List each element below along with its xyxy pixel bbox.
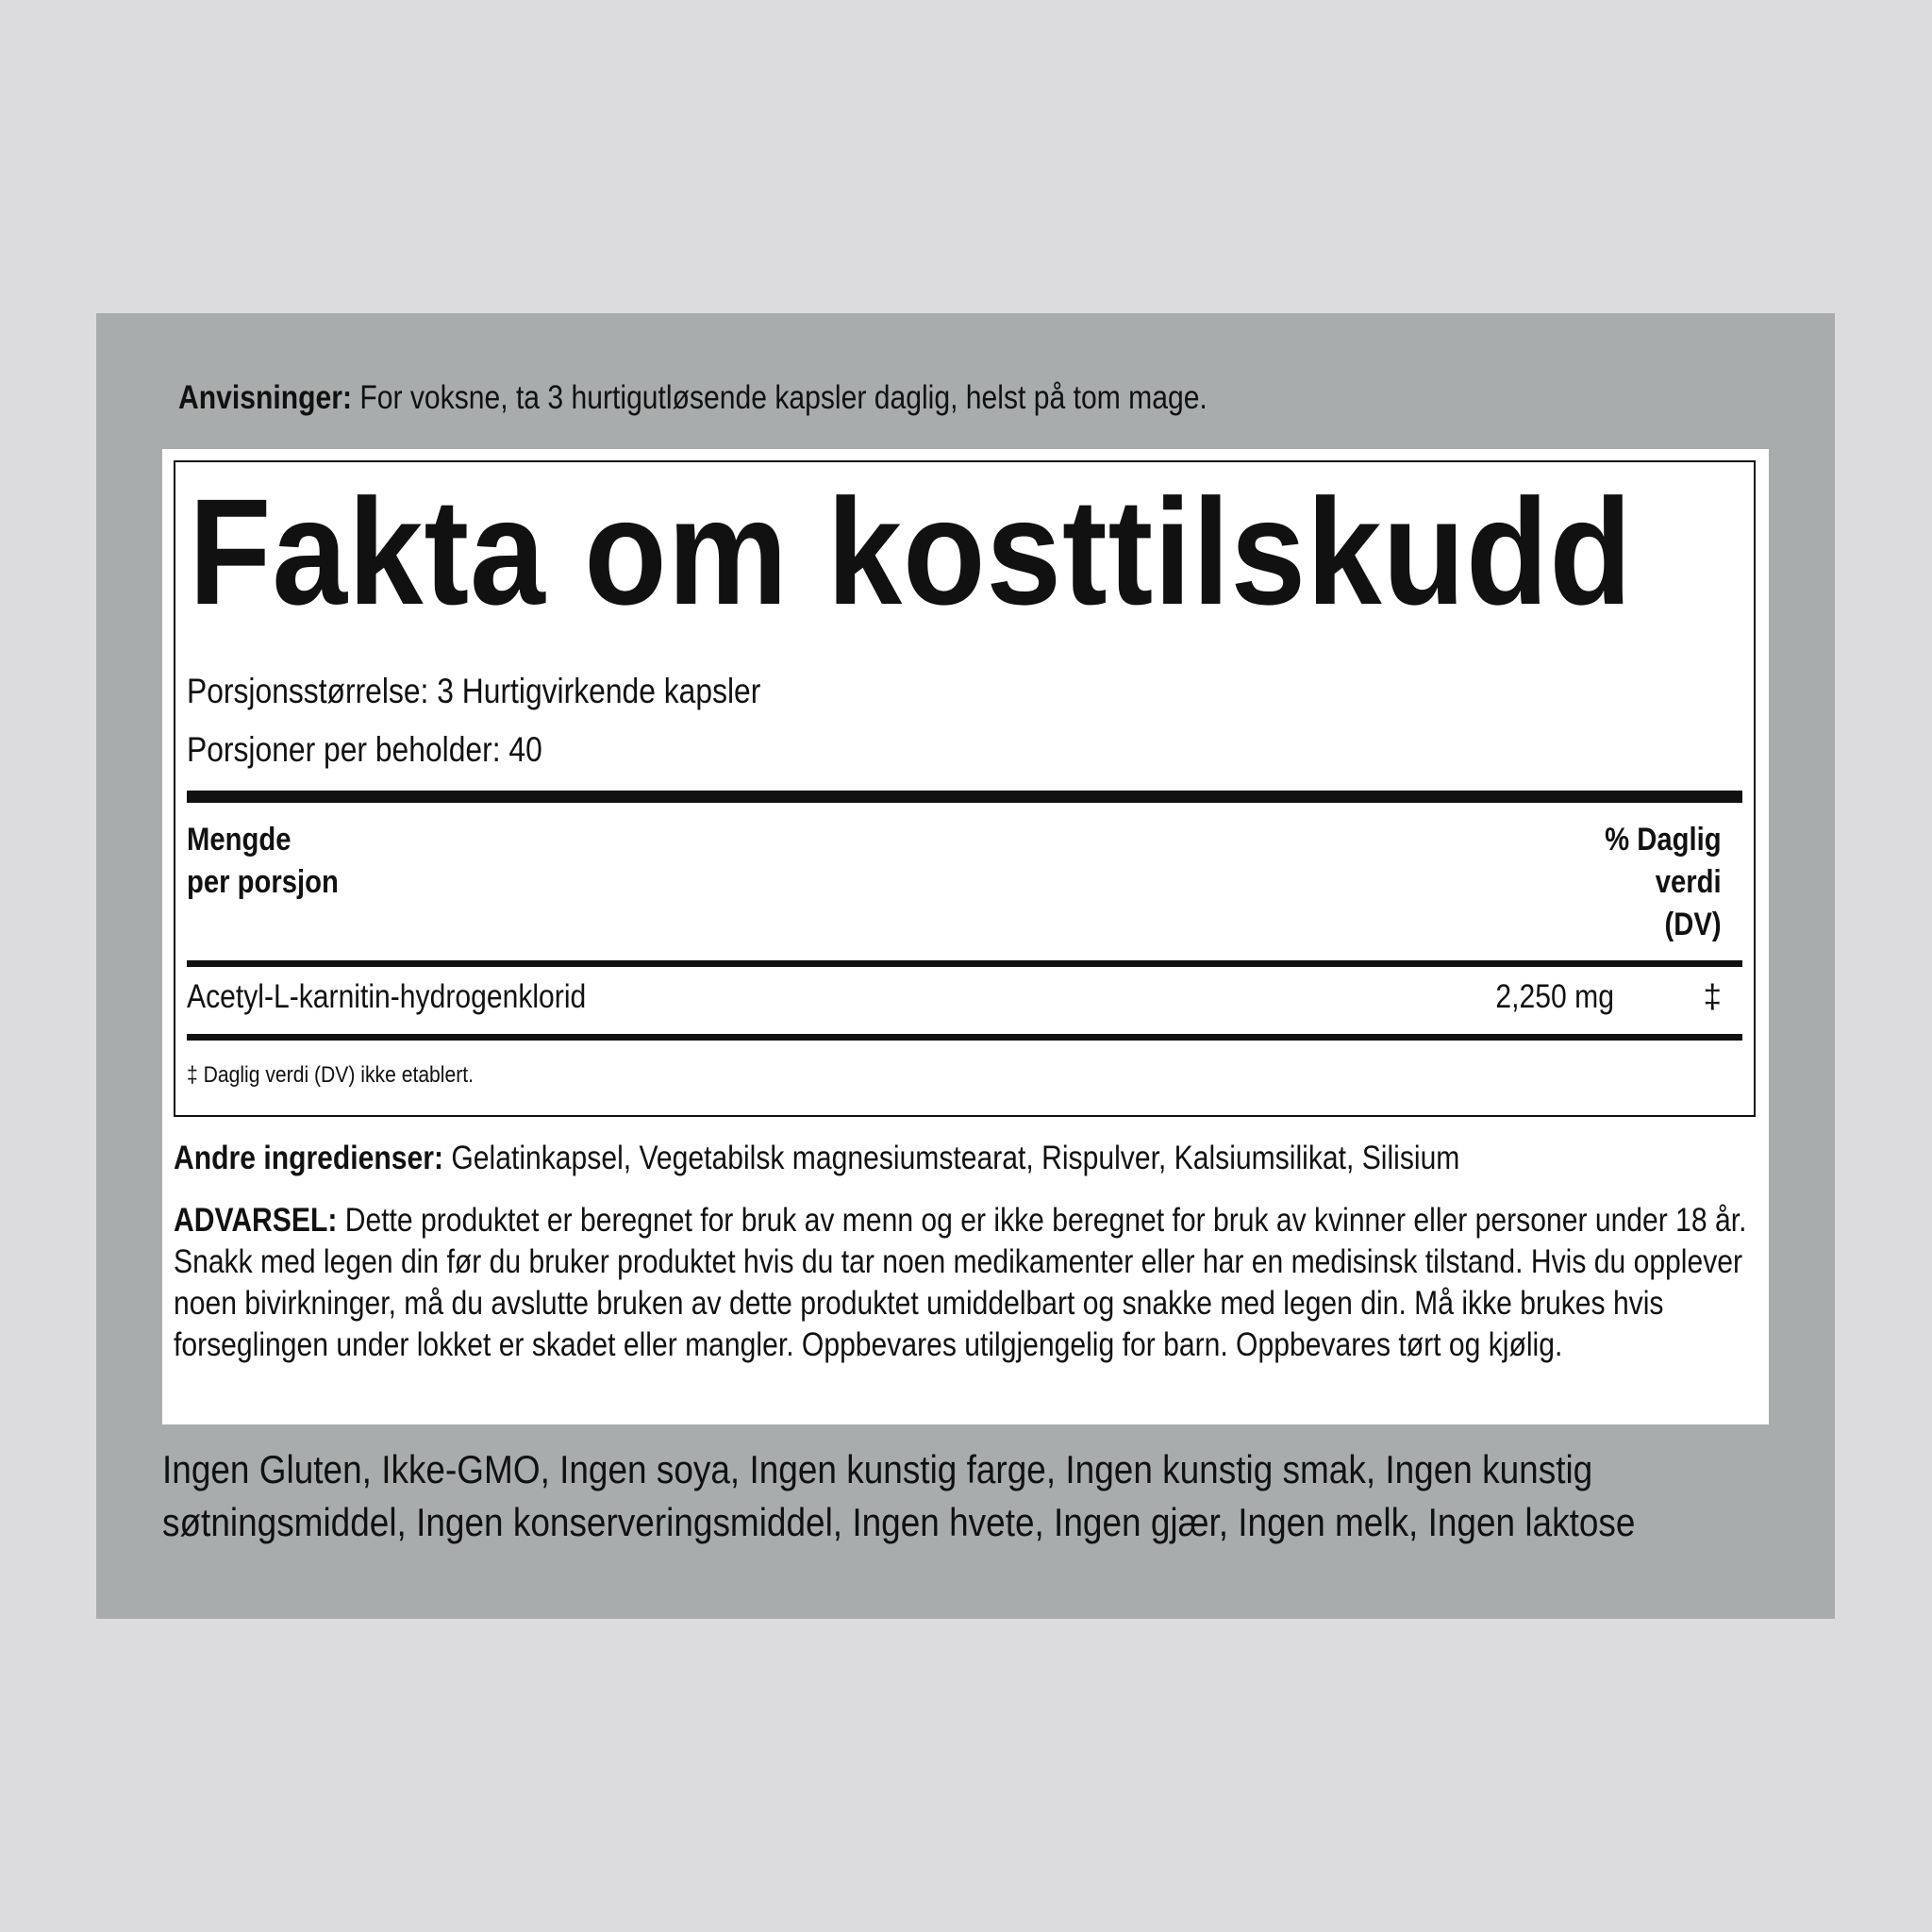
warning-text [174,1200,1750,1366]
daily-value-header [1606,819,1722,946]
other-ingredients-label: Andre ingredienser: [174,1140,444,1176]
dv-footnote: ‡ Daglig verdi (DV) ikke etablert. [187,1062,475,1088]
warning-body: Dette produktet er beregnet for bruk av menn og er ikke beregnet for bruk av kvinner eller personer under 18 år. Snakk med legen din før du bruker produktet hvis du tar noen medikamenter eller har en medisinsk tilstand. Hvis du opplever noen bivirkninger, må du avslutte bruken av dette produktet umiddelbart og snakke med legen din. Må ikke brukes hvis forseglingen under lokket er skadet eller mangler. Oppbevares utilgjengelig for barn. Oppbevares tørt og kjølig. [174,1202,1747,1363]
thick-divider [187,791,1742,803]
medium-divider [187,960,1742,967]
medium-divider [187,1034,1742,1041]
amount-header-line1: Mengde [187,822,291,858]
amount-per-serving-header [187,819,339,904]
nutrient-name: Acetyl-L-karnitin-hydrogenklorid [187,978,587,1015]
directions-body: For voksne, ta 3 hurtigutløsende kapsler daglig, helst på tom mage. [351,379,1208,416]
serving-size: Porsjonsstørrelse: 3 Hurtigvirkende kapsler [187,672,761,710]
dv-header-line1: % Daglig [1605,822,1722,858]
free-from-claims: Ingen Gluten, Ikke-GMO, Ingen soya, Ingen kunstig farge, Ingen kunstig smak, Ingen kunstig søtningsmiddel, Ingen konserveringsmiddel, Ingen hvete, Ingen gjær, Ingen melk, Ingen laktose [162,1447,1636,1544]
facts-title: Fakta om kosttilskudd [189,467,1633,636]
dv-header-line3: (DV) [1664,907,1722,942]
servings-per-container: Porsjoner per beholder: 40 [187,730,542,769]
warning-label: ADVARSEL: [174,1202,338,1239]
supplement-facts-panel [174,460,1756,1117]
nutrient-amount: 2,250 mg [1495,978,1614,1015]
dv-header-line2: verdi [1656,864,1722,900]
directions-text [178,375,1208,421]
other-ingredients-text: Gelatinkapsel, Vegetabilsk magnesiumstearat, Rispulver, Kalsiumsilikat, Silisium [443,1140,1460,1176]
nutrient-daily-value: ‡ [1703,978,1722,1015]
amount-header-line2: per porsjon [187,864,339,900]
directions-label: Anvisninger: [178,379,352,416]
other-ingredients [174,1136,1459,1181]
